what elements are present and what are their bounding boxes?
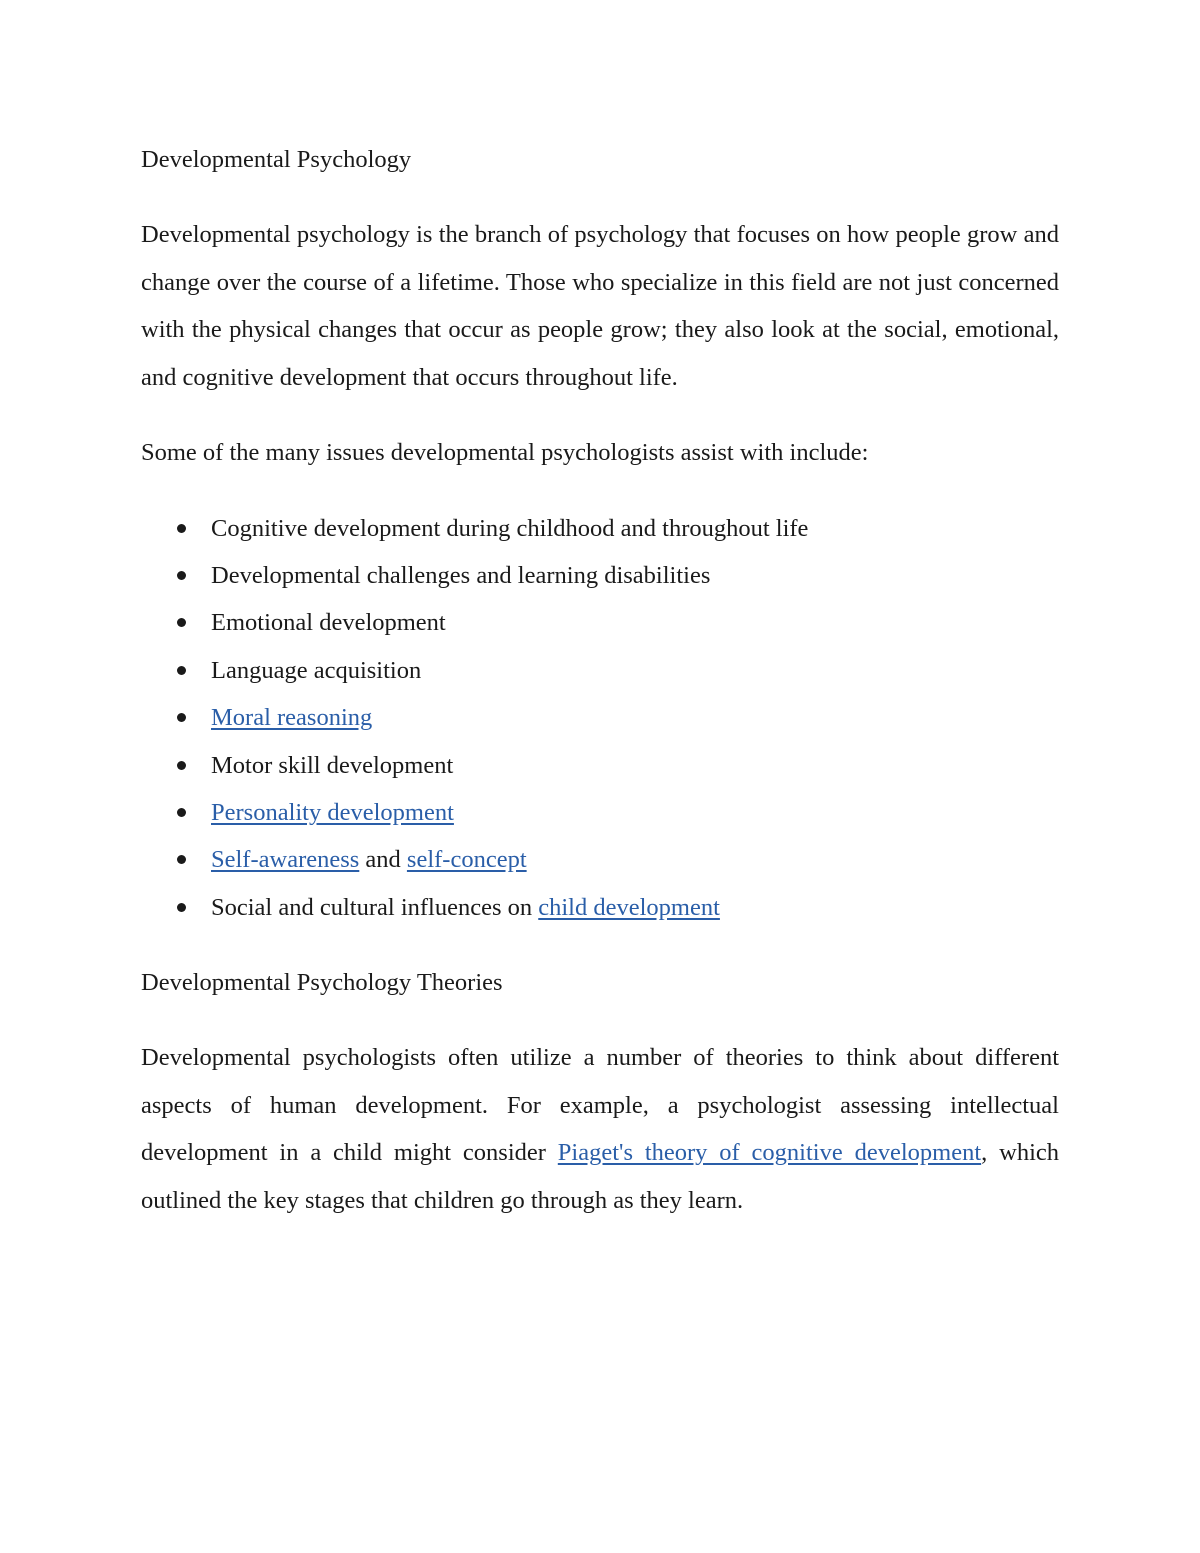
moral-reasoning-link[interactable]: Moral reasoning [211, 704, 373, 732]
list-item [141, 742, 1059, 789]
self-awareness-link[interactable]: Self-awareness [211, 846, 360, 874]
list-item [141, 694, 1059, 741]
document-title: Developmental Psychology [141, 146, 412, 173]
theories-text-before: Developmental psychologists often utilize a number of theories to think about different aspects of human development. For example, a psychologist assessing intellectual development in a child might consider [141, 1044, 1059, 1167]
list-item [141, 599, 1059, 646]
list-item-connector: and [359, 846, 407, 874]
list-item [141, 552, 1059, 599]
personality-development-link[interactable]: Personality development [211, 798, 454, 826]
child-development-link[interactable]: child development [538, 893, 720, 921]
issues-list [141, 505, 1059, 932]
list-item [141, 836, 1059, 883]
bullet-icon [177, 903, 186, 912]
list-item [141, 789, 1059, 836]
list-item-text: Language acquisition [211, 656, 422, 684]
theories-text-after: , which outlined the key stages that children go through as they learn. [141, 1139, 1059, 1214]
bullet-icon [177, 524, 186, 533]
bullet-icon [177, 571, 186, 580]
document-page [141, 136, 1059, 1224]
theories-paragraph [141, 1034, 1059, 1224]
list-item-text: Emotional development [211, 609, 446, 637]
list-item-text: Social and cultural influences on [211, 893, 539, 921]
list-item [141, 505, 1059, 552]
bullet-icon [177, 713, 186, 722]
bullet-icon [177, 666, 186, 675]
list-item-text: Cognitive development during childhood and throughout life [211, 514, 809, 542]
piaget-theory-link[interactable]: Piaget's theory of cognitive development [557, 1139, 982, 1167]
self-concept-link[interactable]: self-concept [406, 846, 527, 874]
intro-paragraph: Developmental psychology is the branch of psychology that focuses on how people grow and change over the course of a lifetime. Those who specialize in this field are not just concerned with the physical changes that occur as people grow; they also look at the social, emotional, and cognitive development that occurs throughout life. [141, 221, 1059, 391]
list-item-text: Motor skill development [211, 751, 454, 779]
bullet-icon [177, 808, 186, 817]
issues-lead: Some of the many issues developmental psychologists assist with include: [141, 439, 869, 466]
bullet-icon [177, 618, 186, 627]
theories-heading: Developmental Psychology Theories [141, 969, 503, 997]
list-item [141, 647, 1059, 694]
list-item [141, 884, 1059, 931]
bullet-icon [177, 761, 186, 770]
bullet-icon [177, 855, 186, 864]
list-item-text: Developmental challenges and learning disabilities [211, 561, 711, 589]
